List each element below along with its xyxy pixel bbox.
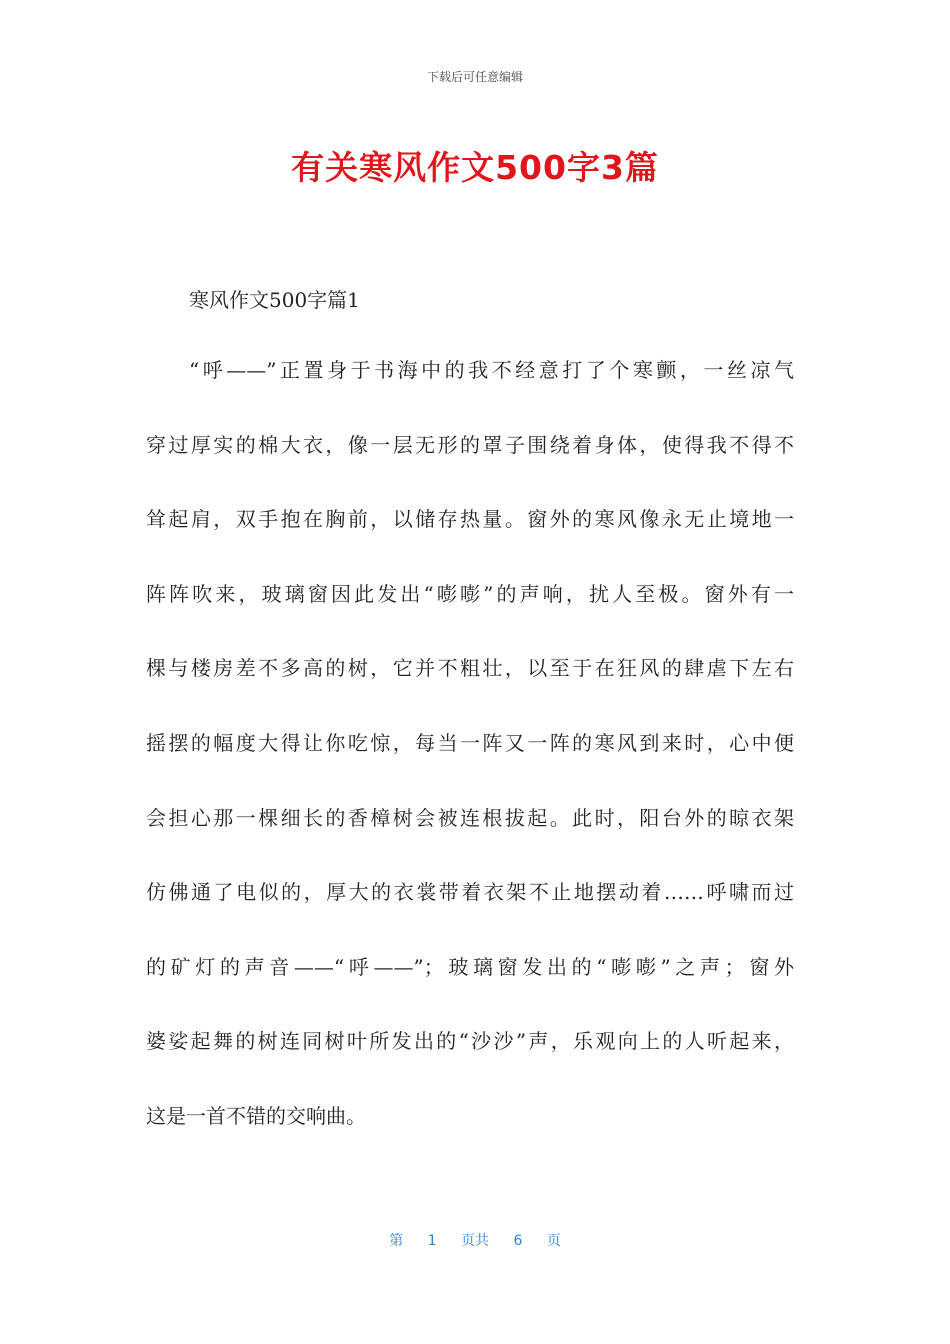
body-text <box>146 355 794 1176</box>
body-line: 仿佛通了电似的，厚大的衣裳带着衣架不止地摆动着……呼啸而过 <box>146 880 794 905</box>
page-label-prefix: 第 <box>389 1233 404 1249</box>
body-line: 这是一首不错的交响曲。 <box>146 1103 366 1128</box>
body-line: 阵阵吹来，玻璃窗因此发出“嘭嘭”的声响，扰人至极。窗外有一 <box>146 581 794 606</box>
body-line: 婆娑起舞的树连同树叶所发出的“沙沙”声，乐观向上的人听起来， <box>146 1029 794 1054</box>
body-line: “呼——”正置身于书海中的我不经意打了个寒颤，一丝凉气 <box>189 358 794 382</box>
body-line: 摇摆的幅度大得让你吃惊，每当一阵又一阵的寒风到来时，心中便 <box>146 730 794 755</box>
current-page-number: 1 <box>427 1233 437 1249</box>
total-pages-number: 6 <box>513 1233 523 1249</box>
page-footer <box>0 1230 950 1250</box>
section-heading: 寒风作文500字篇1 <box>189 288 360 312</box>
body-line: 会担心那一棵细长的香樟树会被连根拔起。此时，阳台外的晾衣架 <box>146 805 794 830</box>
body-line: 穿过厚实的棉大衣，像一层无形的罩子围绕着身体，使得我不得不 <box>146 432 794 457</box>
body-line: 的矿灯的声音——“呼——”；玻璃窗发出的“嘭嘭”之声；窗外 <box>146 954 794 979</box>
body-line: 耸起肩，双手抱在胸前，以储存热量。窗外的寒风像永无止境地一 <box>146 507 794 532</box>
header-note: 下载后可任意编辑 <box>426 70 523 84</box>
page-label-mid: 页共 <box>461 1233 489 1249</box>
body-line: 棵与楼房差不多高的树，它并不粗壮，以至于在狂风的肆虐下左右 <box>146 656 794 681</box>
page-label-suffix: 页 <box>546 1233 561 1249</box>
document-title: 有关寒风作文500字3篇 <box>291 148 659 187</box>
